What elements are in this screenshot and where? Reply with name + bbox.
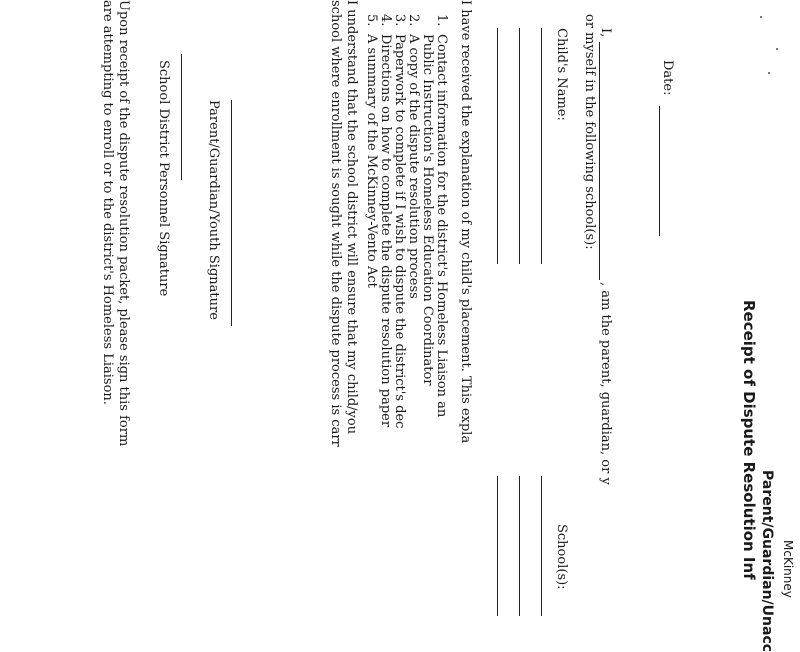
date-label: Date: — [660, 60, 675, 96]
schools-label: School(s): — [554, 524, 569, 590]
parent-signature-line[interactable] — [231, 100, 232, 326]
district-signature-line[interactable] — [181, 54, 182, 180]
district-signature-label: School District Personnel Signature — [156, 60, 171, 297]
item-5-num: 5. — [364, 14, 379, 27]
item-3-num: 3. — [392, 14, 407, 27]
header-subtitle: Receipt of Dispute Resolution Inf — [740, 300, 758, 580]
child-line-3[interactable] — [497, 28, 498, 264]
child-line-1[interactable] — [541, 28, 542, 264]
scan-speck — [776, 48, 778, 50]
item-2-num: 2. — [406, 14, 421, 27]
scan-speck — [768, 72, 770, 74]
item-3-line1: Paperwork to complete if I wish to dispute the district's dec — [392, 34, 407, 429]
item-4-num: 4. — [378, 14, 393, 27]
child-name-label: Child's Name: — [554, 28, 569, 121]
understand-line2: school where enrollment is sought while the dispute process is carr — [328, 0, 343, 447]
footer-line1: Upon receipt of the dispute resolution packet, please sign this form — [116, 0, 131, 447]
header-title: Parent/Guardian/Unacc — [759, 470, 775, 652]
footer-line2: are attempting to enroll or to the district's Homeless Liaison. — [100, 0, 115, 405]
school-line-3[interactable] — [497, 476, 498, 616]
intro-line2: or myself in the following school(s): — [582, 14, 597, 250]
header-org: McKinney — [781, 540, 795, 598]
name-line[interactable] — [599, 42, 600, 280]
child-line-2[interactable] — [519, 28, 520, 264]
item-5-line1: A summary of the McKinney-Vento Act — [364, 34, 379, 288]
item-1-line2: Public Instruction's Homeless Education Coordinator — [420, 34, 435, 386]
item-1-line1: Contact information for the district's Homeless Liaison an — [434, 34, 449, 418]
item-1-num: 1. — [434, 14, 449, 27]
received-text: I have received the explanation of my child's placement. This expla — [458, 0, 473, 444]
item-4-line1: Directions on how to complete the dispute resolution paper — [378, 34, 393, 428]
school-line-2[interactable] — [519, 476, 520, 616]
item-2-line1: A copy of the dispute resolution process — [406, 34, 421, 299]
understand-line1: I understand that the school district will ensure that my child/you — [344, 0, 359, 435]
date-line[interactable] — [659, 106, 660, 236]
intro-suffix: , am the parent, guardian, or y — [598, 282, 613, 485]
scan-speck — [760, 16, 762, 18]
school-line-1[interactable] — [541, 476, 542, 616]
intro-prefix: I, — [598, 28, 613, 38]
parent-signature-label: Parent/Guardian/Youth Signature — [206, 100, 221, 320]
